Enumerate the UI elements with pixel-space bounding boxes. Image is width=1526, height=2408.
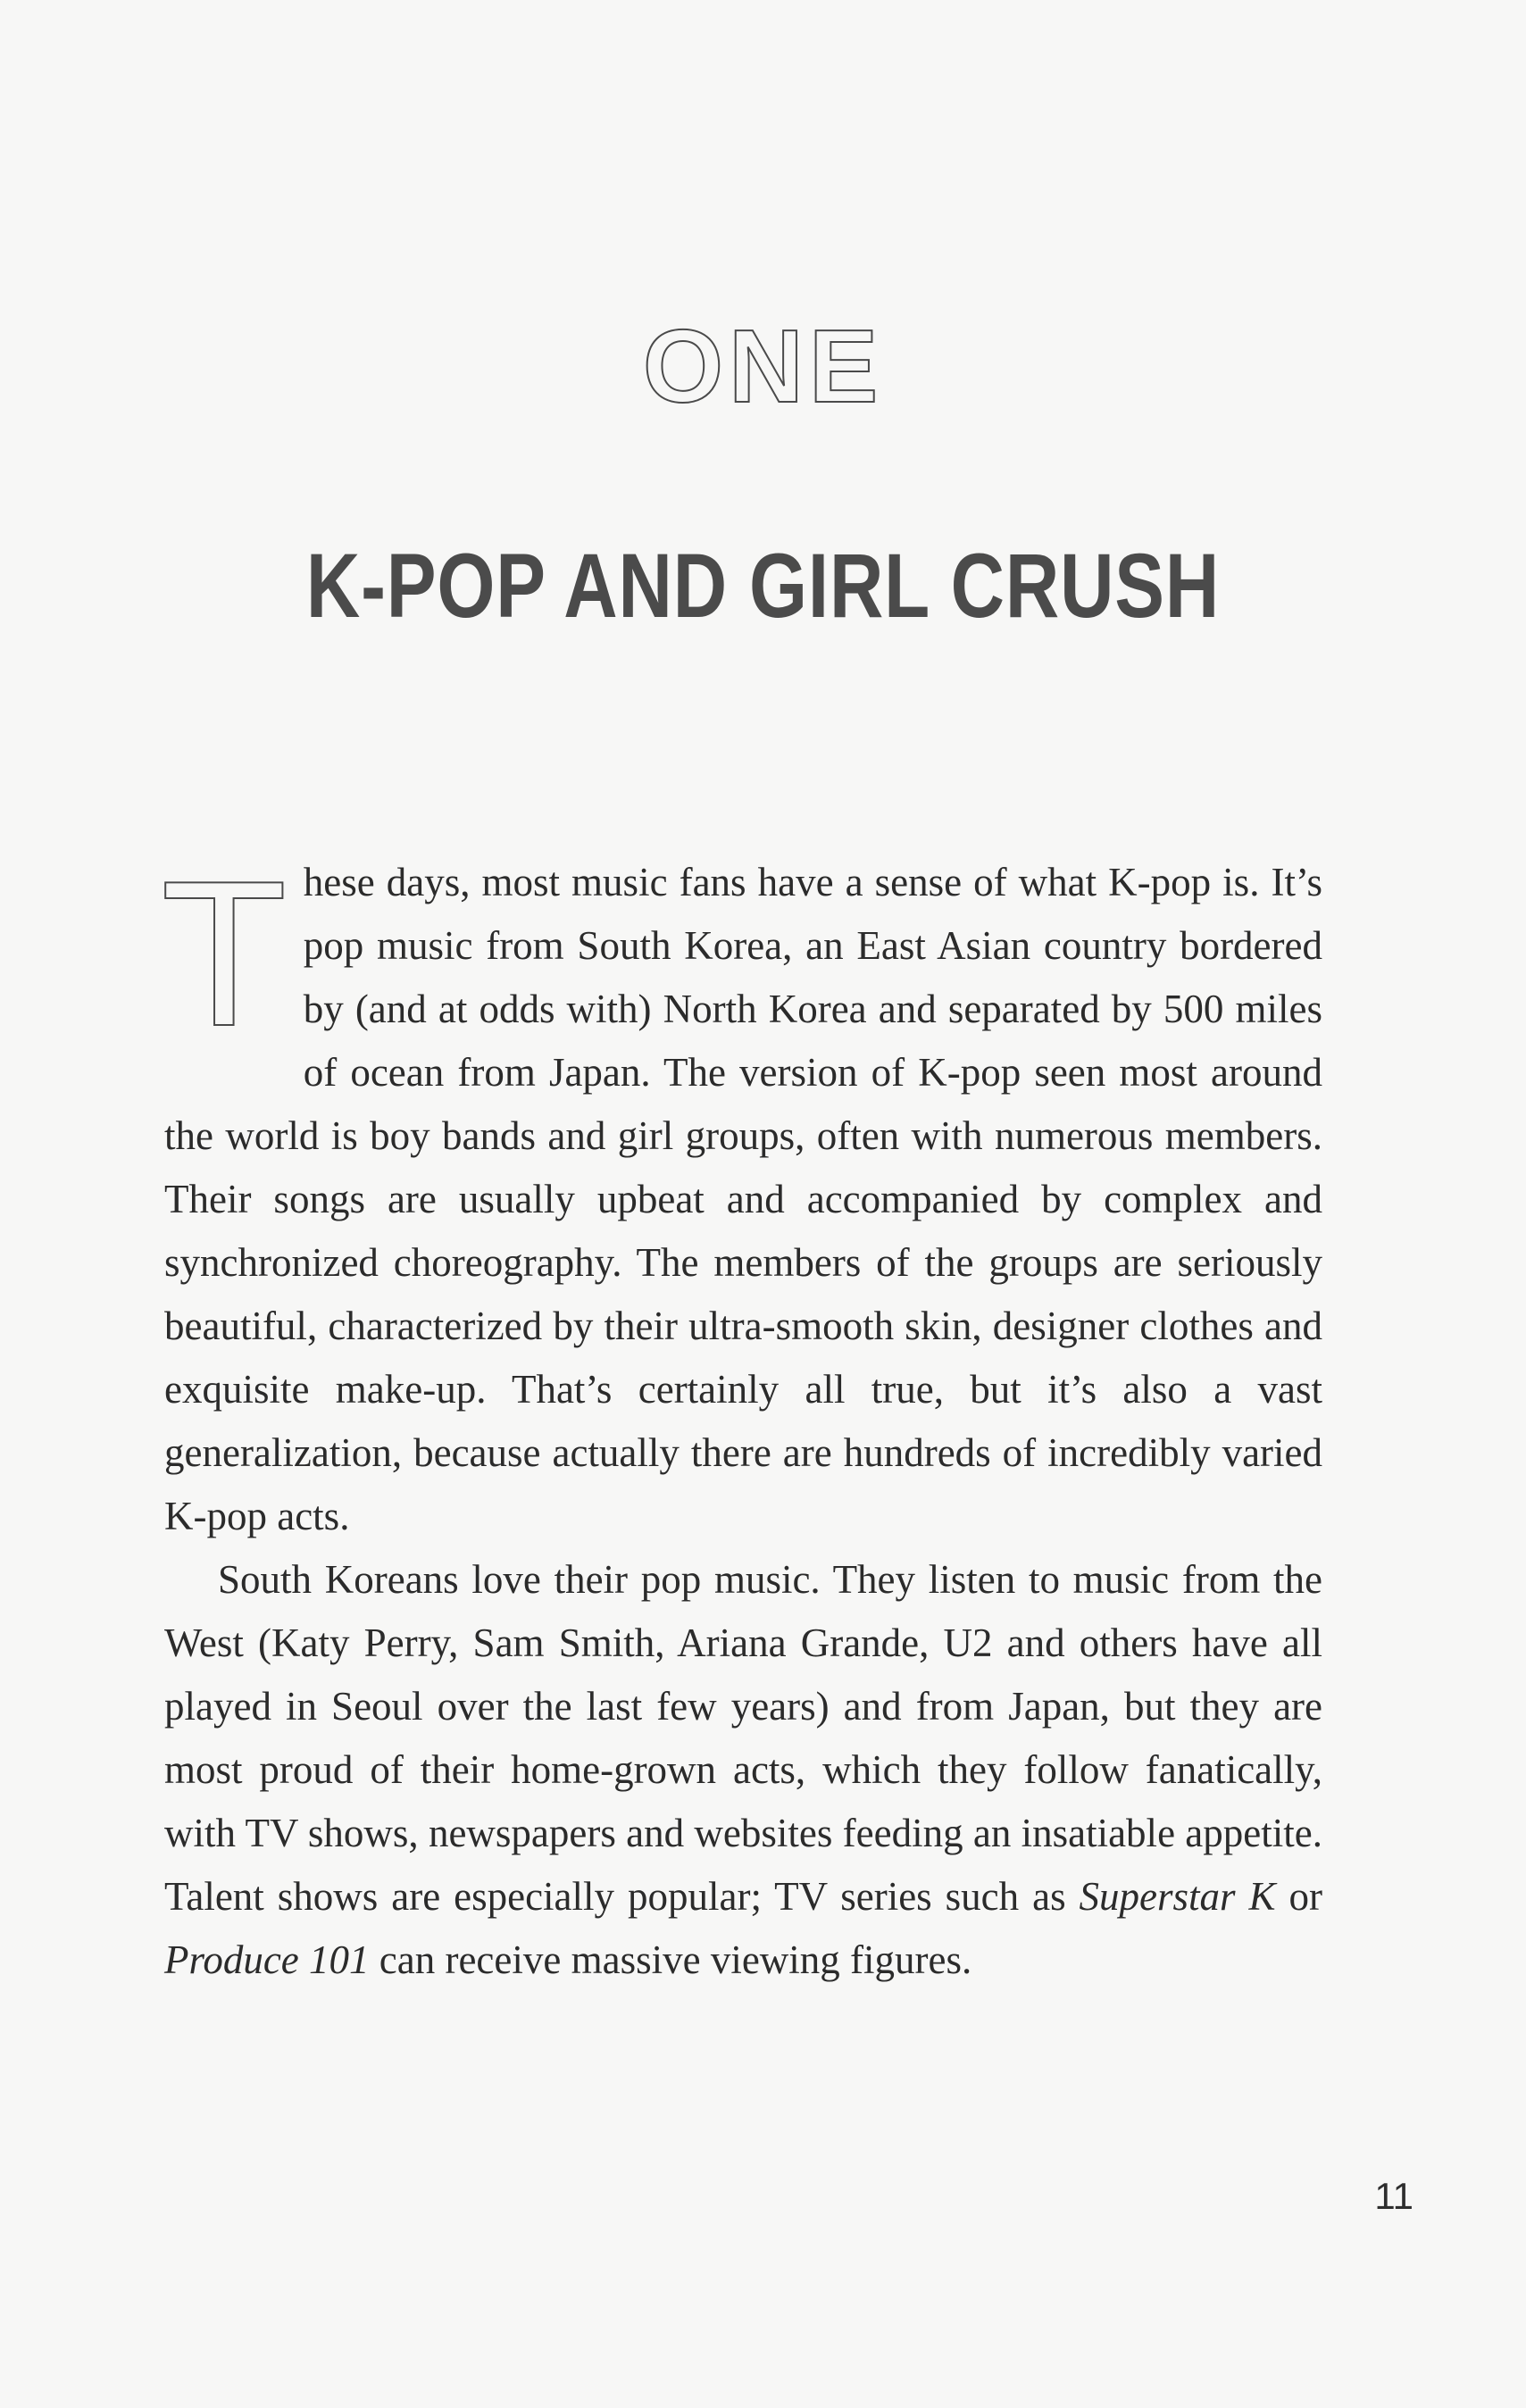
paragraph-2-text-c: can receive massive viewing figures. [369, 1937, 972, 1982]
show-title-produce-101: Produce 101 [164, 1937, 370, 1982]
page-number: 11 [1374, 2175, 1413, 2217]
paragraph-1-text: hese days, most music fans have a sense of what K-pop is. It’s pop music from South Korea, an East Asian country bordered by (and at odds with) North Korea and separated by 500 miles of ocean from Japan. The version of K-pop seen most around the world is boy bands and girl groups, often with numerous members. Their songs are usually upbeat and accompanied by complex and synchronized choreography. The members of the groups are seriously beautiful, characterized by their ultra-smooth skin, designer clothes and exquisite make-up. That’s certainly all true, but it’s also a vast generalization, because actually there are hundreds of incredibly varied K-pop acts. [164, 860, 1322, 1538]
drop-cap: T [161, 838, 288, 1070]
paragraph-2 [164, 1548, 1322, 1992]
chapter-title: K-POP AND GIRL CRUSH [305, 535, 1221, 637]
show-title-superstar-k: Superstar K [1079, 1874, 1276, 1919]
paragraph-1 [161, 838, 1322, 1548]
body-text [161, 838, 1322, 1992]
chapter-number: ONE [642, 308, 884, 424]
paragraph-2-text-b: or [1275, 1874, 1322, 1919]
paragraph-2-text-a: South Koreans love their pop music. They listen to music from the West (Katy Perry, Sam Smith, Ariana Grande, U2 and others have all played in Seoul over the last few years) and from Japan, but they are most proud of their home-grown acts, which they follow fanatically, with TV shows, newspapers and websites feeding an insatiable appetite. Talent shows are especially popular; TV series such as [164, 1557, 1322, 1919]
